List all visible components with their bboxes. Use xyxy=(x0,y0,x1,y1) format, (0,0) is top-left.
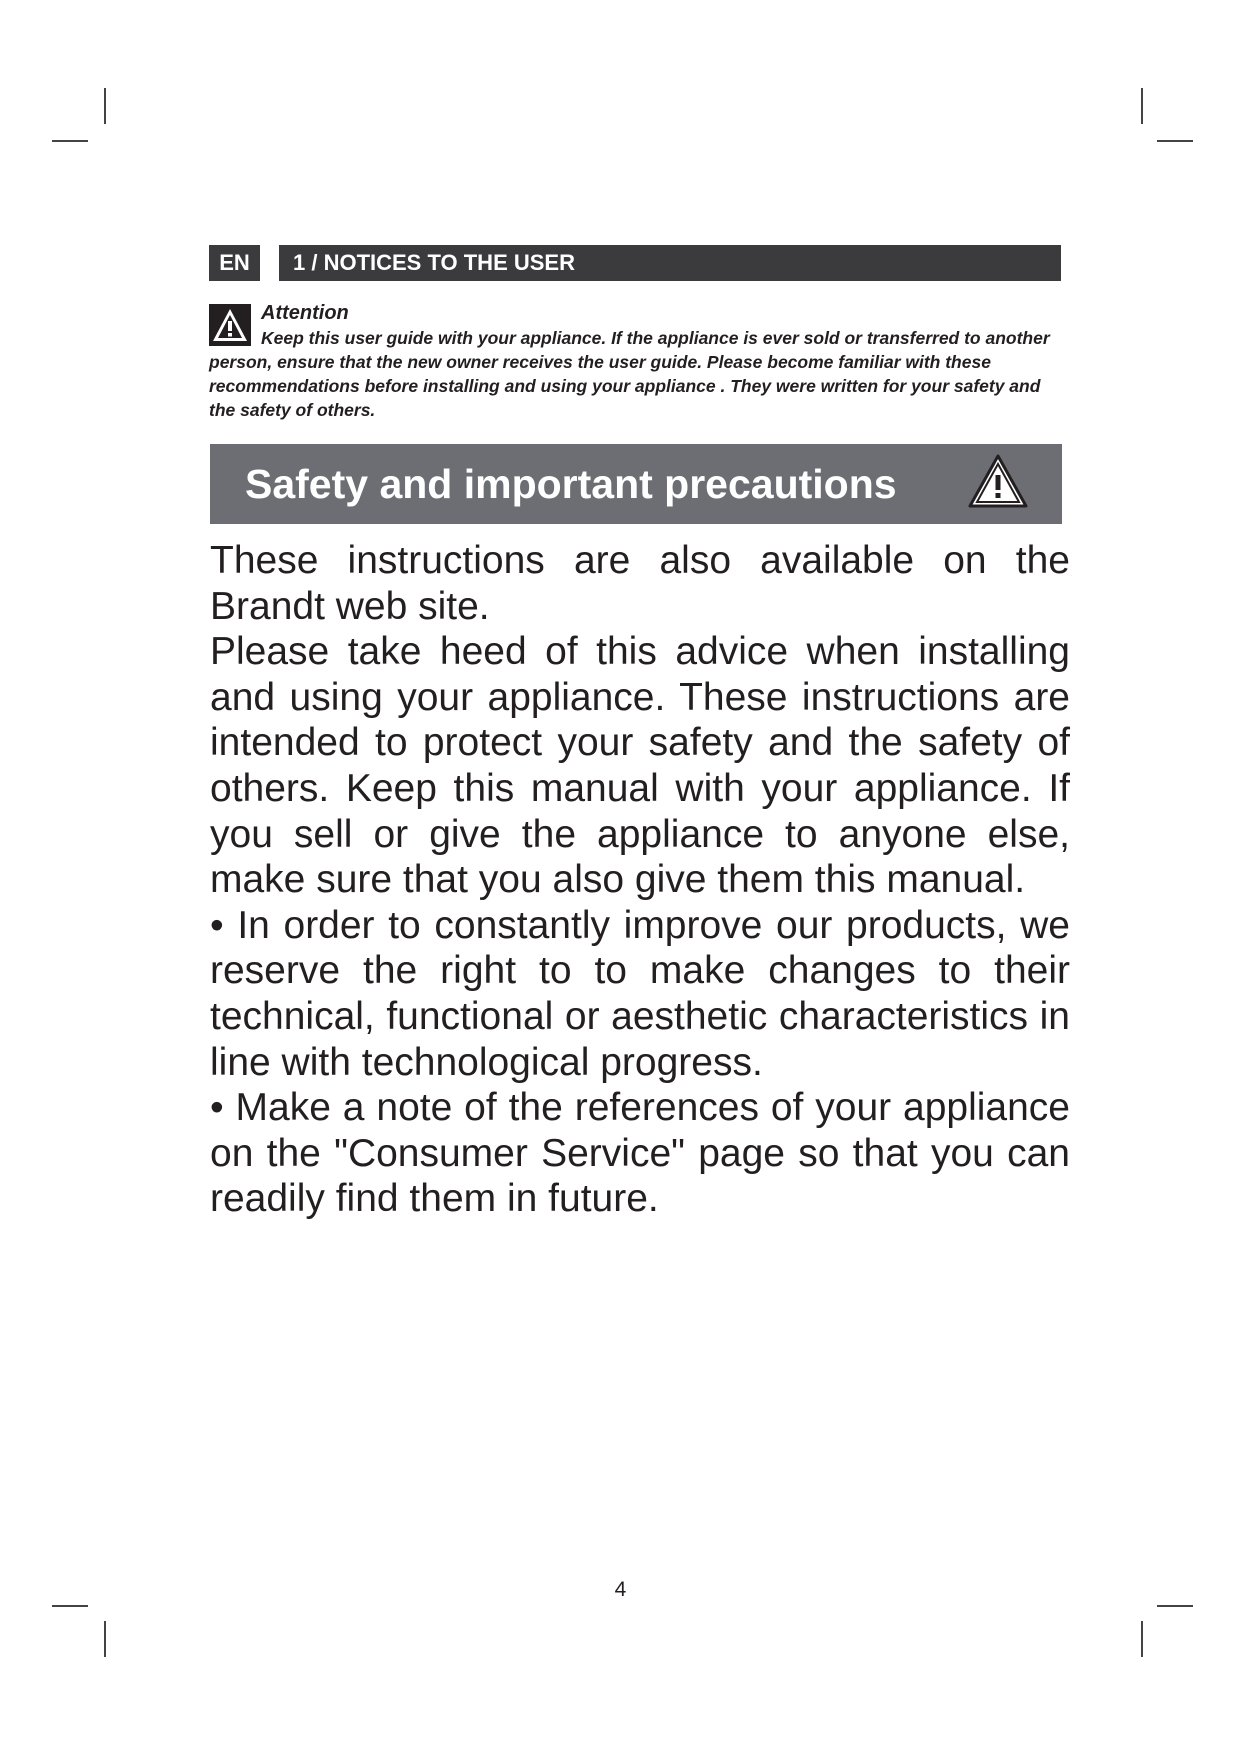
attention-title: Attention xyxy=(261,302,349,324)
section-title: 1 / NOTICES TO THE USER xyxy=(279,245,1061,281)
language-badge: EN xyxy=(209,245,260,281)
body-paragraph-advice: Please take heed of this advice when installing and using your appliance. These instructions are intended to protect your safety and the safety of others. Keep this manual with your appliance. If you sell or give the appliance to anyone else, make sure that you also give them this manual. xyxy=(210,630,1070,902)
safety-banner xyxy=(210,444,1062,524)
warning-triangle-icon xyxy=(967,453,1029,509)
body-paragraph-references: • Make a note of the references of your appliance on the "Consumer Service" page so that you can readily find them in future. xyxy=(210,1086,1070,1221)
crop-mark-top-right-vertical xyxy=(1141,88,1143,124)
page-number: 4 xyxy=(614,1578,627,1601)
crop-mark-top-left-horizontal xyxy=(52,140,88,142)
body-paragraph-improve: • In order to constantly improve our products, we reserve the right to to make changes to their technical, functional or aesthetic characteristics in line with technological progress. xyxy=(210,903,1070,1084)
safety-title: Safety and important precautions xyxy=(245,461,897,507)
body-content xyxy=(210,538,1070,1222)
crop-mark-top-left-vertical xyxy=(104,88,106,124)
crop-mark-bottom-right-vertical xyxy=(1141,1621,1143,1657)
body-paragraph-web: These instructions are also available on the Brandt web site. xyxy=(210,539,1070,628)
crop-mark-bottom-left-vertical xyxy=(104,1621,106,1657)
crop-mark-bottom-left-horizontal xyxy=(52,1605,88,1607)
crop-mark-bottom-right-horizontal xyxy=(1157,1605,1193,1607)
attention-text: Keep this user guide with your appliance. If the appliance is ever sold or transferred to another person, ensure that the new owner receives the user guide. Please become familiar with these recommendations before installing and using your appliance . They were written for your safety and the safety of others. xyxy=(209,328,1050,420)
attention-notice xyxy=(209,300,1065,422)
warning-triangle-icon xyxy=(209,304,251,346)
section-header xyxy=(209,245,1061,281)
crop-mark-top-right-horizontal xyxy=(1157,140,1193,142)
